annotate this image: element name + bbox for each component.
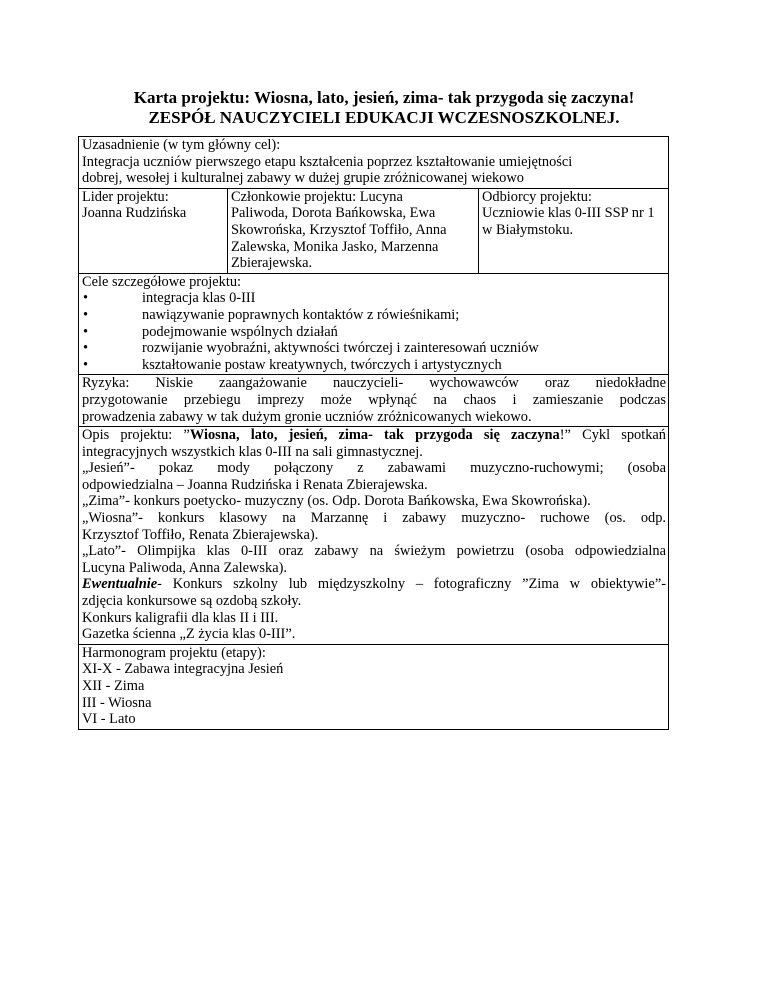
goal-item: • integracja klas 0-III <box>83 290 256 307</box>
description-bold-title: Wiosna, lato, jesień, zima- tak przygoda się zaczyna <box>189 427 560 444</box>
schedule-row <box>79 644 669 729</box>
recipients-line: w Białymstoku. <box>482 221 574 238</box>
risks-row <box>79 375 669 427</box>
justification-cell <box>79 137 669 189</box>
justification-text-line: dobrej, wesołej i kulturalnej zabawy w dużej grupie zróżnicowanej wiekowo <box>82 170 524 187</box>
summer-line: „Lato”- Olimpijka klas 0-III oraz zabawy na świeżym powietrzu (osoba odpowiedzialna <box>82 543 666 560</box>
calligraphy-line: Konkurs kaligrafii dla klas II i III. <box>82 609 279 626</box>
autumn-line: „Jesień”- pokaz mody połączony z zabawami muzyczno-ruchowymi; (osoba <box>82 460 666 477</box>
bullet-icon: • <box>83 323 89 340</box>
justification-row <box>79 137 669 189</box>
optional-line: zdjęcia konkursowe są ozdobą szkoły. <box>82 593 302 610</box>
goal-item: • nawiązywanie poprawnych kontaktów z rówieśnikami; <box>83 306 460 323</box>
autumn-line: odpowiedzialna – Joanna Rudzińska i Renata Zbierajewska. <box>82 476 428 493</box>
goal-item: • kształtowanie postaw kreatywnych, twórczych i artystycznych <box>83 356 502 373</box>
justification-heading: Uzasadnienie (w tym główny cel): <box>82 137 281 153</box>
spring-line: Krzysztof Toffiło, Renata Zbierajewska). <box>82 526 319 543</box>
project-card-table <box>78 136 669 730</box>
bullet-icon: • <box>83 356 89 373</box>
leader-heading: Lider projektu: <box>82 188 169 205</box>
members-line: Zalewska, Monika Jasko, Marzenna <box>231 238 439 255</box>
optional-line: Ewentualnie- Konkurs szkolny lub międzyszkolny – fotograficzny ”Zima w obiektywie”- <box>82 576 666 593</box>
schedule-heading: Harmonogram projektu (etapy): <box>82 644 266 661</box>
schedule-cell <box>79 644 669 729</box>
bullet-icon: • <box>83 290 89 307</box>
risks-line: Ryzyka: Niskie zaangażowanie nauczycieli- wychowawców oraz niedokładne <box>82 375 666 392</box>
leader-name: Joanna Rudzińska <box>82 205 187 222</box>
members-line: Skowrońska, Krzysztof Toffiło, Anna <box>231 221 447 238</box>
goal-item: • rozwijanie wyobraźni, aktywności twórczej i zainteresowań uczniów <box>83 340 539 357</box>
schedule-item: III - Wiosna <box>82 694 152 711</box>
description-row <box>79 427 669 645</box>
goal-item: • podejmowanie wspólnych działań <box>83 323 338 340</box>
goals-row <box>79 273 669 375</box>
goals-heading: Cele szczegółowe projektu: <box>82 273 242 290</box>
bullet-icon: • <box>83 306 89 323</box>
members-heading: Członkowie projektu: Lucyna <box>231 188 403 205</box>
summer-line: Lucyna Paliwoda, Anna Zalewska). <box>82 559 288 576</box>
risks-line: prowadzenia zabawy w tak dużym gronie uczniów zróżnicowanych wiekowo. <box>82 408 532 425</box>
members-cell <box>228 188 479 273</box>
schedule-item: VI - Lato <box>82 711 136 728</box>
goals-cell <box>79 273 669 375</box>
leader-cell <box>79 188 228 273</box>
schedule-item: XII - Zima <box>82 678 145 694</box>
risks-cell <box>79 375 669 427</box>
justification-text-line: Integracja uczniów pierwszego etapu kształcenia poprzez kształtowanie umiejętności <box>82 153 573 170</box>
description-line: integracyjnych wszystkich klas 0-III na sali gimnastycznej. <box>82 443 423 460</box>
recipients-line: Uczniowie klas 0-III SSP nr 1 <box>482 205 655 222</box>
schedule-item: XI-X - Zabawa integracyjna Jesień <box>82 661 284 678</box>
winter-line: „Zima”- konkurs poetycko- muzyczny (os. Odp. Dorota Bańkowska, Ewa Skowrońska). <box>82 493 591 510</box>
document-subtitle: ZESPÓŁ NAUCZYCIELI EDUKACJI WCZESNOSZKOLNEJ. <box>148 108 620 127</box>
risks-line: przygotowanie przebiegu imprezy może wpłynąć na chaos i zamieszanie podczas <box>82 391 666 408</box>
members-line: Paliwoda, Dorota Bańkowska, Ewa <box>231 205 436 222</box>
team-row <box>79 188 669 273</box>
recipients-heading: Odbiorcy projektu: <box>482 188 592 205</box>
bullet-icon: • <box>83 340 89 357</box>
description-intro-line: Opis projektu: ”Wiosna, lato, jesień, zima- tak przygoda się zaczyna!” Cykl spotkań <box>82 427 666 444</box>
members-line: Zbierajewska. <box>231 255 313 272</box>
recipients-cell <box>479 188 669 273</box>
description-cell <box>79 427 669 645</box>
optional-label: Ewentualnie <box>82 576 158 593</box>
newsletter-line: Gazetka ścienna „Z życia klas 0-III”. <box>82 626 296 643</box>
spring-line: „Wiosna”- konkurs klasowy na Marzannę i zabawy muzyczno- ruchowe (os. odp. <box>82 510 666 527</box>
document-title: Karta projektu: Wiosna, lato, jesień, zima- tak przygoda się zaczyna! <box>133 88 635 107</box>
